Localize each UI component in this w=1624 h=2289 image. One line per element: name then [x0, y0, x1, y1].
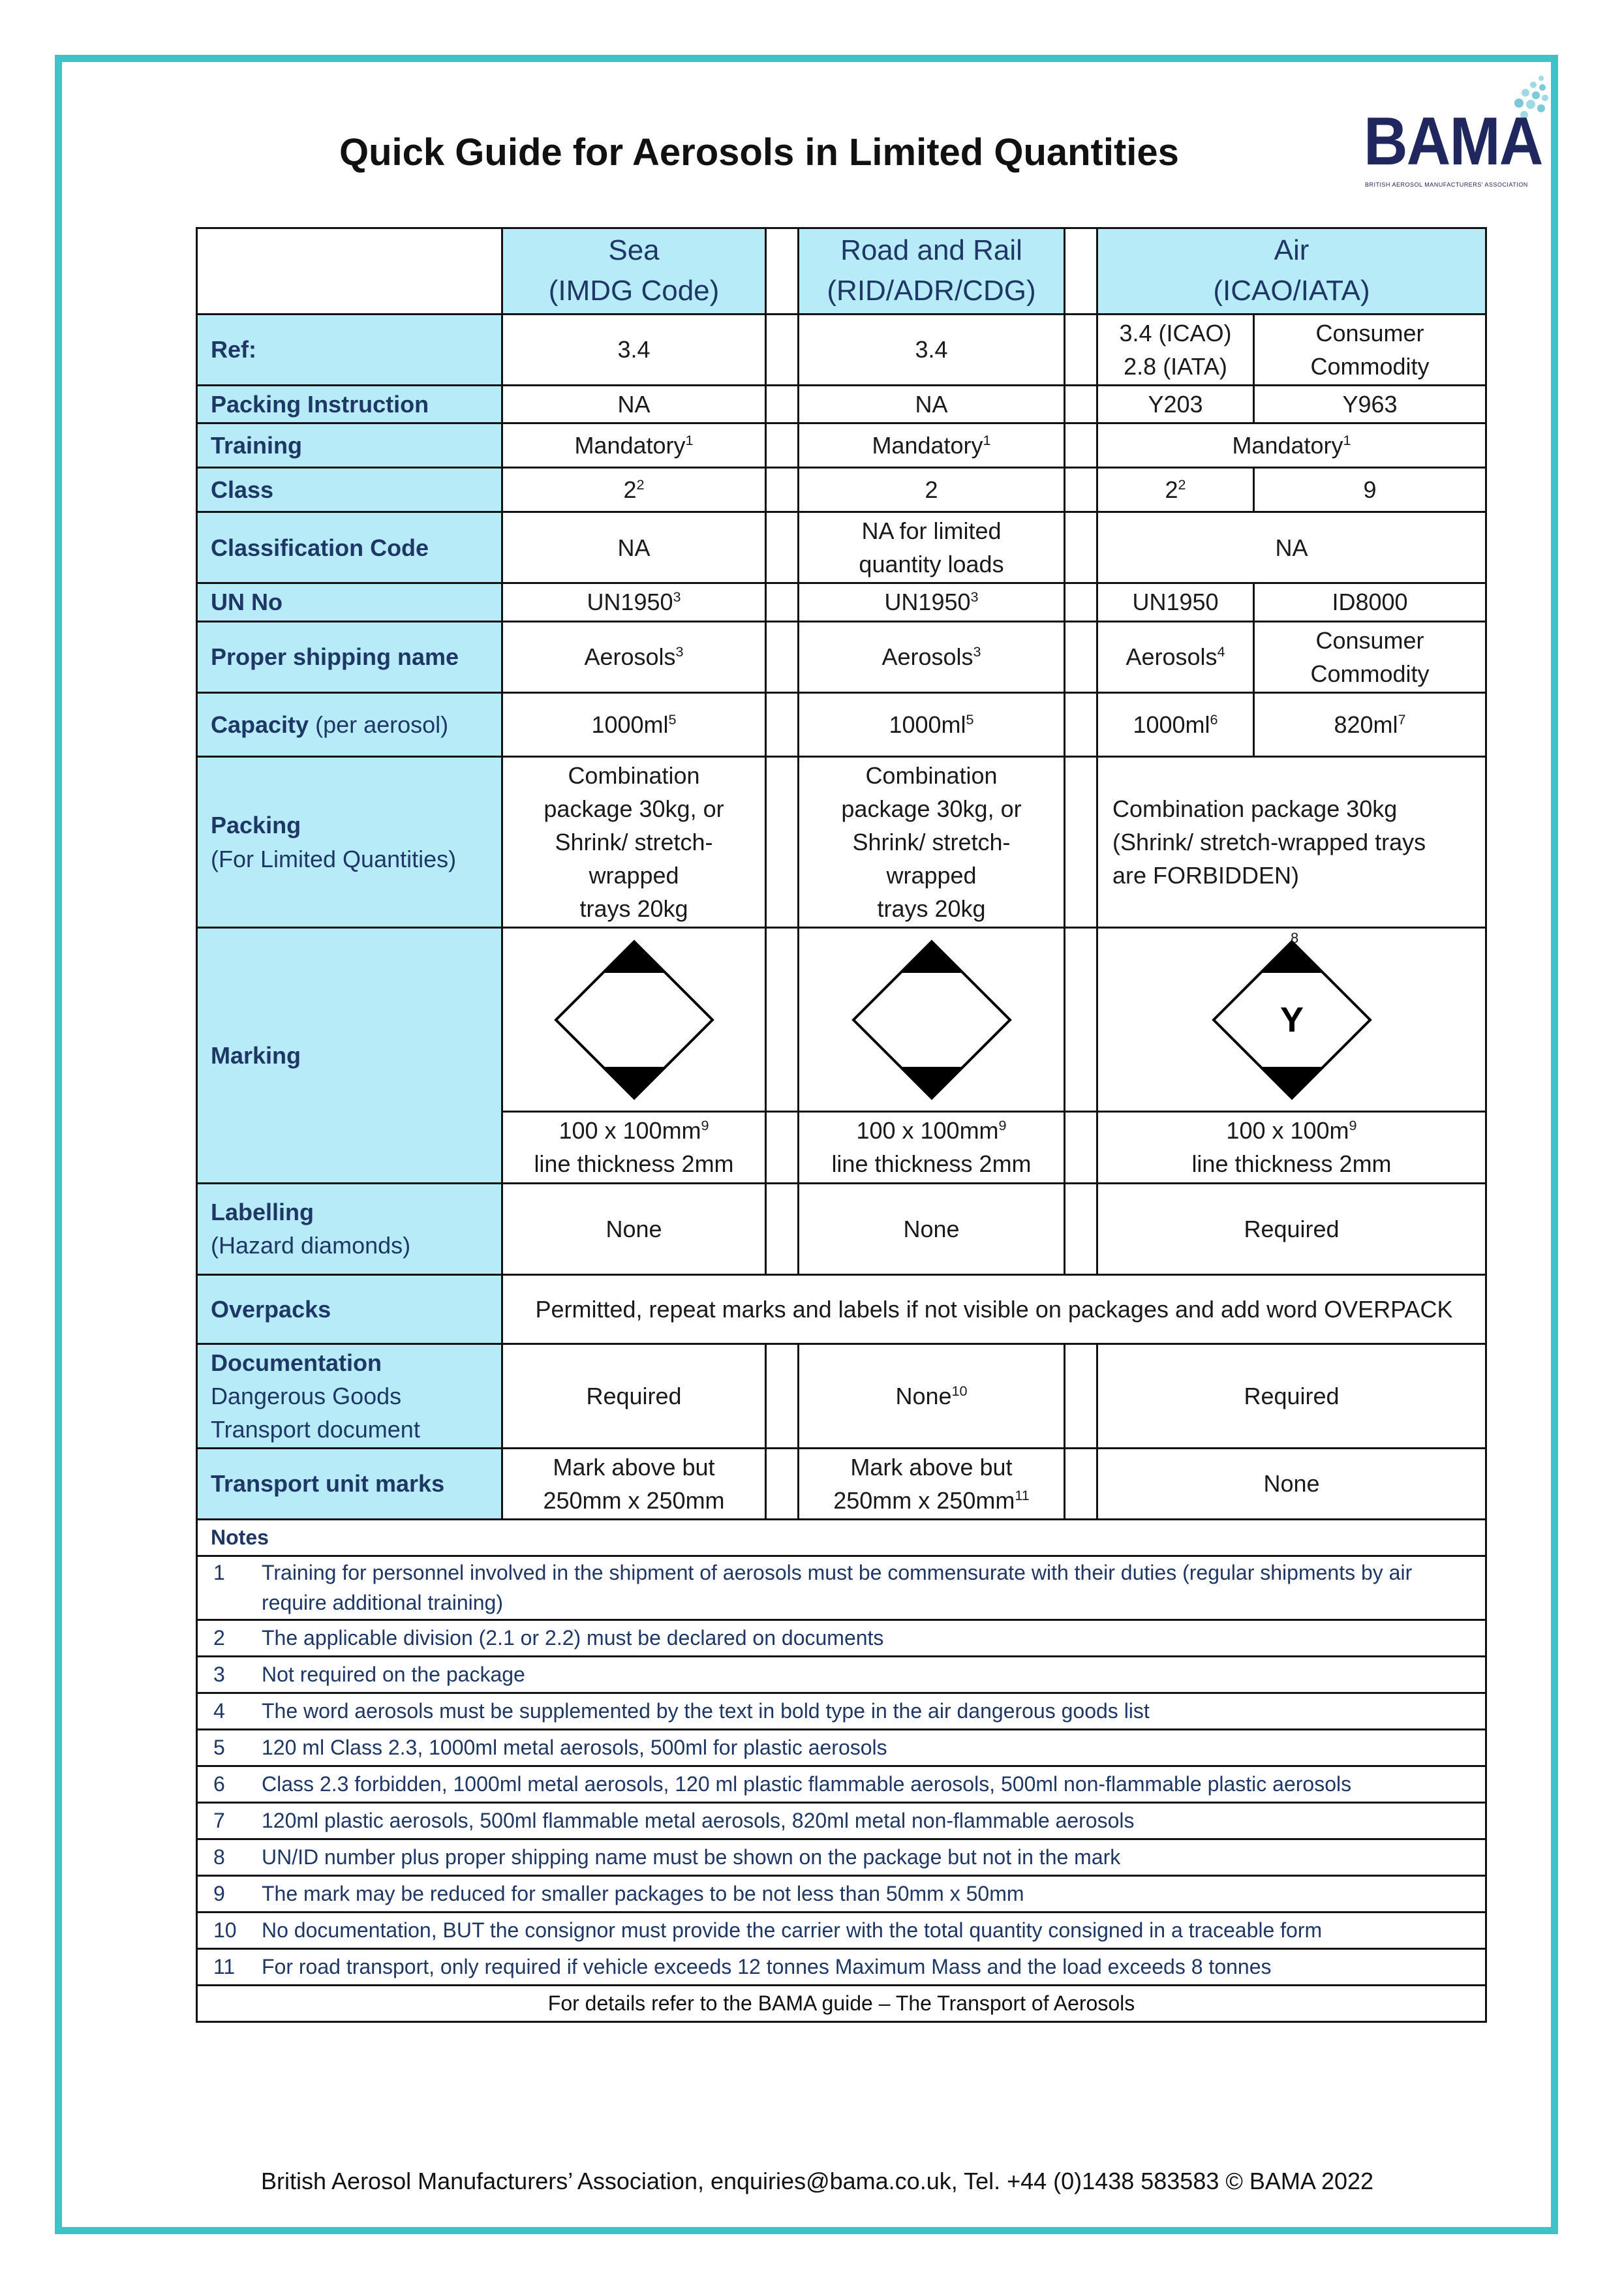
note-row: 8 UN/ID number plus proper shipping name must be shown on the package but not in the mark [197, 1839, 1486, 1876]
row-ref: Ref: 3.4 3.4 3.4 (ICAO) 2.8 (IATA) Consumer Commodity [197, 314, 1486, 385]
road-lq-mark [799, 928, 1065, 1112]
bama-logo [1364, 72, 1559, 189]
sea-lq-mark [502, 928, 766, 1112]
details-row: For details refer to the BAMA guide – The Transport of Aerosols [197, 1986, 1486, 2022]
header-air: Air (ICAO/IATA) [1097, 228, 1486, 315]
row-documentation: Documentation Dangerous Goods Transport document Required None$^{10}$ Required [197, 1344, 1486, 1448]
limited-quantity-mark-icon [847, 935, 1017, 1105]
air-lq-mark: 8 Y [1097, 928, 1486, 1112]
row-marking-size: 100 x $100mm^9$ line thickness 2mm 100 x $100mm^9$ line thickness 2mm 100 x $100m^9$ line thickness 2mm [197, 1112, 1486, 1183]
header-road: Road and Rail (RID/ADR/CDG) [799, 228, 1065, 315]
note-row: 1 Training for personnel involved in the shipment of aerosols must be commensurate with their duties (regular shipments by air require additional training) [197, 1556, 1486, 1620]
row-marking: Marking 8 Y [197, 928, 1486, 1112]
note-row: 6 Class 2.3 forbidden, 1000ml metal aerosols, 120 ml plastic flammable aerosols, 500ml non-flammable plastic aerosols [197, 1766, 1486, 1803]
notes-header-row: Notes [197, 1520, 1486, 1556]
note-row: 4 The word aerosols must be supplemented by the text in bold type in the air dangerous goods list [197, 1693, 1486, 1730]
row-classification-code: Classification Code NA NA for limited quantity loads NA [197, 512, 1486, 583]
row-transport-unit-marks: Transport unit marks Mark above but 250mm x 250mm Mark above but 250mm x $250mm^{11}$ None [197, 1448, 1486, 1519]
note-row: 10 No documentation, BUT the consignor must provide the carrier with the total quantity consigned in a traceable form [197, 1913, 1486, 1949]
header-sea: Sea (IMDG Code) [502, 228, 766, 315]
page-footer: British Aerosol Manufacturers’ Association, enquiries@bama.co.uk, Tel. +44 (0)1438 583583 © BAMA 2022 [261, 2168, 1374, 2194]
note-row: 2 The applicable division (2.1 or 2.2) must be declared on documents [197, 1620, 1486, 1657]
page-title: Quick Guide for Aerosols in Limited Quantities [339, 131, 1179, 174]
header-blank [197, 228, 502, 315]
note-row: 9 The mark may be reduced for smaller packages to be not less than 50mm x 50mm [197, 1876, 1486, 1913]
guide-table [196, 227, 1487, 2023]
logo-subtitle: BRITISH AEROSOL MANUFACTURERS' ASSOCIATION [1365, 181, 1528, 188]
row-class: Class $2^2$ 2 $2^2$ 9 [197, 468, 1486, 512]
row-packing: Packing (For Limited Quantities) Combination package 30kg, or Shrink/ stretch- wrapped trays 20kg Combination package 30kg, or Shrink/ stretch- wrapped trays 20kg Combination package 30kg (Shrink/ stretch-wrapped trays are FORBIDDEN) [197, 756, 1486, 928]
note-row: 11 For road transport, only required if vehicle exceeds 12 tonnes Maximum Mass and the load exceeds 8 tonnes [197, 1949, 1486, 1986]
row-packing-instruction: Packing Instruction NA NA Y203 Y963 [197, 386, 1486, 423]
logo-wordmark: BAMA [1364, 104, 1542, 179]
svg-text:Y: Y [1279, 1000, 1304, 1039]
row-training: Training Mandatory$^1$ Mandatory$^1$ Mandatory$^1$ [197, 423, 1486, 468]
row-capacity: Capacity (per aerosol) $1000ml^5$ $1000ml^5$ $1000ml^6$ $820ml^7$ [197, 692, 1486, 756]
limited-quantity-y-mark-icon [1207, 935, 1377, 1105]
note-row: 5 120 ml Class 2.3, 1000ml metal aerosols, 500ml for plastic aerosols [197, 1730, 1486, 1766]
header-row [197, 228, 1486, 315]
row-un-no: UN No UN1950$^3$ UN1950$^3$ UN1950 ID8000 [197, 583, 1486, 621]
row-labelling: Labelling (Hazard diamonds) None None Required [197, 1183, 1486, 1274]
note-row: 3 Not required on the package [197, 1657, 1486, 1693]
row-overpacks: Overpacks Permitted, repeat marks and labels if not visible on packages and add word OVERPACK [197, 1274, 1486, 1344]
limited-quantity-mark-icon [549, 935, 719, 1105]
row-proper-shipping-name: Proper shipping name Aerosols$^3$ Aerosols$^3$ Aerosols$^4$ Consumer Commodity [197, 621, 1486, 692]
note-row: 7 120ml plastic aerosols, 500ml flammable metal aerosols, 820ml metal non-flammable aerosols [197, 1803, 1486, 1839]
